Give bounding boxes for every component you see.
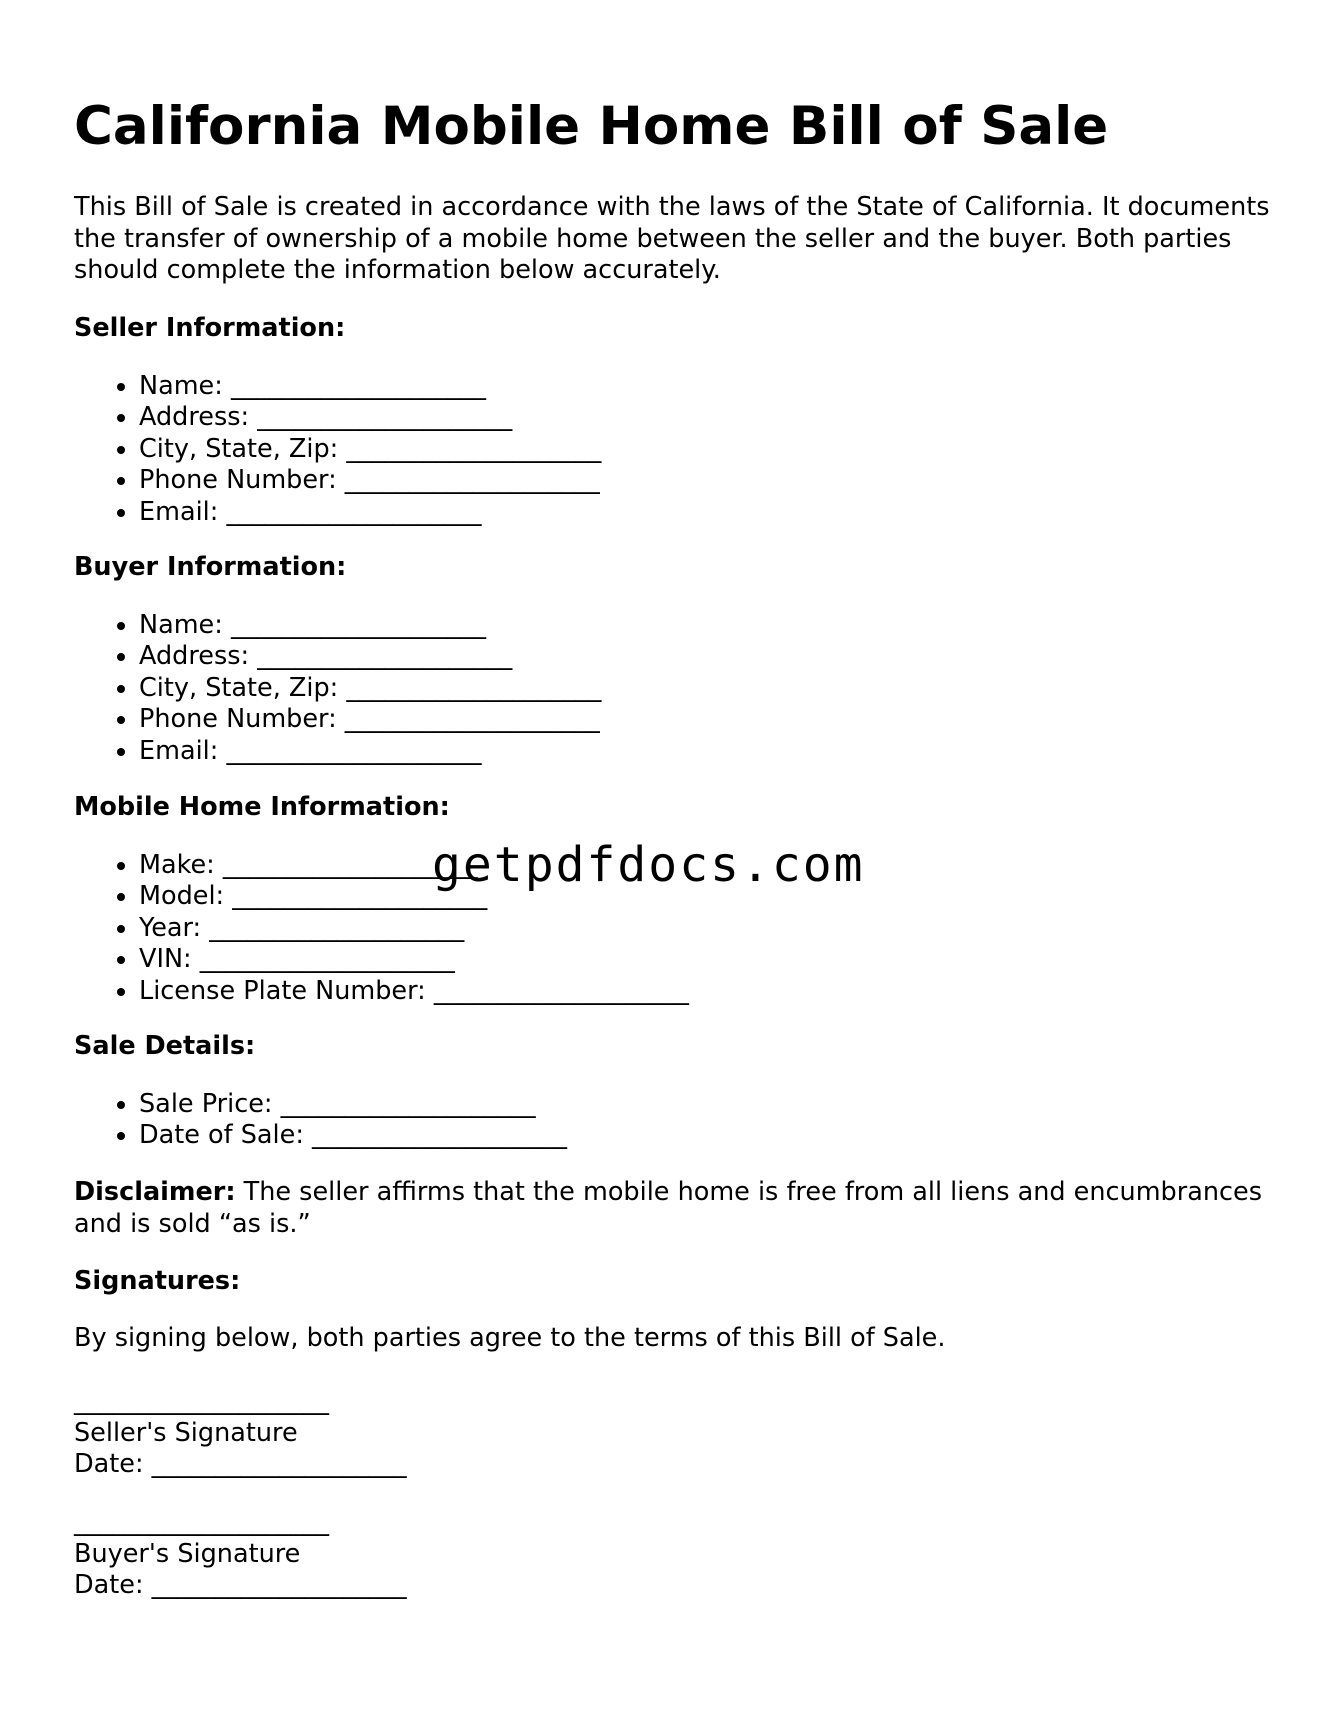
field-blank[interactable]: ____________________ bbox=[257, 402, 513, 432]
seller-name-field[interactable] bbox=[139, 371, 1274, 403]
buyer-address-field[interactable] bbox=[139, 641, 1274, 673]
field-label: License Plate Number: bbox=[139, 975, 426, 1006]
seller-date-label: Date: bbox=[74, 1449, 144, 1479]
disclaimer-label: Disclaimer: bbox=[74, 1177, 236, 1207]
field-label: Email: bbox=[139, 496, 219, 527]
field-blank[interactable]: ____________________ bbox=[280, 1088, 536, 1119]
field-blank[interactable]: ____________________ bbox=[226, 496, 482, 527]
watermark-text: getpdfdocs.com bbox=[432, 837, 865, 893]
field-label: Model: bbox=[139, 881, 225, 911]
seller-signature-line[interactable]: ____________________ bbox=[74, 1386, 329, 1416]
field-blank[interactable]: ____________________ bbox=[232, 881, 488, 911]
buyer-date-row[interactable] bbox=[74, 1570, 407, 1602]
field-label: Phone Number: bbox=[139, 704, 337, 734]
field-blank[interactable]: ____________________ bbox=[312, 1120, 568, 1150]
buyer-date-blank[interactable]: ____________________ bbox=[151, 1570, 407, 1600]
buyer-date-label: Date: bbox=[74, 1570, 144, 1600]
field-blank[interactable]: ____________________ bbox=[199, 944, 455, 974]
buyer-field-list bbox=[74, 610, 1274, 768]
seller-field-list bbox=[74, 371, 1274, 529]
field-label: Year: bbox=[139, 912, 202, 943]
field-label: Make: bbox=[139, 849, 215, 880]
buyer-signature-label: Buyer's Signature bbox=[74, 1538, 301, 1569]
field-label: Name: bbox=[139, 609, 223, 640]
field-label: Date of Sale: bbox=[139, 1120, 304, 1150]
mobile-home-section bbox=[74, 792, 1274, 1007]
signatures-statement: By signing below, both parties agree to the terms of this Bill of Sale. bbox=[74, 1323, 946, 1353]
field-blank[interactable]: ____________________ bbox=[222, 849, 478, 880]
field-blank[interactable]: ____________________ bbox=[344, 704, 600, 734]
field-label: Sale Price: bbox=[139, 1088, 273, 1119]
field-blank[interactable]: ____________________ bbox=[209, 912, 465, 943]
seller-phone-field[interactable] bbox=[139, 465, 1274, 497]
field-blank[interactable]: ____________________ bbox=[226, 735, 482, 766]
seller-signature-block bbox=[74, 1386, 407, 1481]
seller-heading: Seller Information: bbox=[74, 313, 346, 343]
buyer-phone-field[interactable] bbox=[139, 704, 1274, 736]
seller-date-row[interactable] bbox=[74, 1449, 407, 1481]
buyer-email-field[interactable] bbox=[139, 736, 1274, 768]
disclaimer-paragraph bbox=[74, 1177, 1274, 1240]
mobile-home-vin-field[interactable] bbox=[139, 944, 1274, 976]
disclaimer-text: The seller affirms that the mobile home is free from all liens and encumbrances and is sold “as is.” bbox=[74, 1177, 1262, 1239]
field-label: Address: bbox=[139, 641, 250, 671]
signatures-heading: Signatures: bbox=[74, 1266, 241, 1296]
sale-field-list bbox=[74, 1089, 1274, 1152]
seller-address-field[interactable] bbox=[139, 402, 1274, 434]
mobile-home-heading: Mobile Home Information: bbox=[74, 792, 450, 822]
seller-date-blank[interactable]: ____________________ bbox=[151, 1449, 407, 1479]
seller-signature-label: Seller's Signature bbox=[74, 1417, 298, 1448]
sale-price-field[interactable] bbox=[139, 1089, 1274, 1121]
field-label: City, State, Zip: bbox=[139, 433, 339, 464]
field-blank[interactable]: ____________________ bbox=[433, 975, 689, 1006]
buyer-city-state-zip-field[interactable] bbox=[139, 673, 1274, 705]
field-label: City, State, Zip: bbox=[139, 672, 339, 703]
mobile-home-license-plate-field[interactable] bbox=[139, 976, 1274, 1008]
field-blank[interactable]: ____________________ bbox=[346, 672, 602, 703]
seller-email-field[interactable] bbox=[139, 497, 1274, 529]
field-label: Phone Number: bbox=[139, 465, 337, 495]
buyer-section bbox=[74, 552, 1274, 767]
field-blank[interactable]: ____________________ bbox=[257, 641, 513, 671]
buyer-name-field[interactable] bbox=[139, 610, 1274, 642]
field-label: VIN: bbox=[139, 944, 192, 974]
field-blank[interactable]: ____________________ bbox=[230, 609, 486, 640]
intro-paragraph: This Bill of Sale is created in accordance with the laws of the State of California. It documents the transfer of ownership of a mobile home between the seller and the buyer. Both parties should complete the information below accurately. bbox=[74, 192, 1270, 285]
document-title: California Mobile Home Bill of Sale bbox=[74, 96, 1109, 157]
buyer-heading: Buyer Information: bbox=[74, 552, 347, 582]
field-blank[interactable]: ____________________ bbox=[344, 465, 600, 495]
mobile-home-year-field[interactable] bbox=[139, 913, 1274, 945]
sale-date-field[interactable] bbox=[139, 1120, 1274, 1152]
seller-section bbox=[74, 313, 1274, 528]
field-blank[interactable]: ____________________ bbox=[346, 433, 602, 464]
sale-heading: Sale Details: bbox=[74, 1031, 256, 1061]
field-blank[interactable]: ____________________ bbox=[230, 370, 486, 401]
sale-section bbox=[74, 1031, 1274, 1152]
seller-city-state-zip-field[interactable] bbox=[139, 434, 1274, 466]
buyer-signature-line[interactable]: ____________________ bbox=[74, 1507, 329, 1537]
field-label: Address: bbox=[139, 402, 250, 432]
field-label: Email: bbox=[139, 735, 219, 766]
buyer-signature-block bbox=[74, 1507, 407, 1602]
field-label: Name: bbox=[139, 370, 223, 401]
